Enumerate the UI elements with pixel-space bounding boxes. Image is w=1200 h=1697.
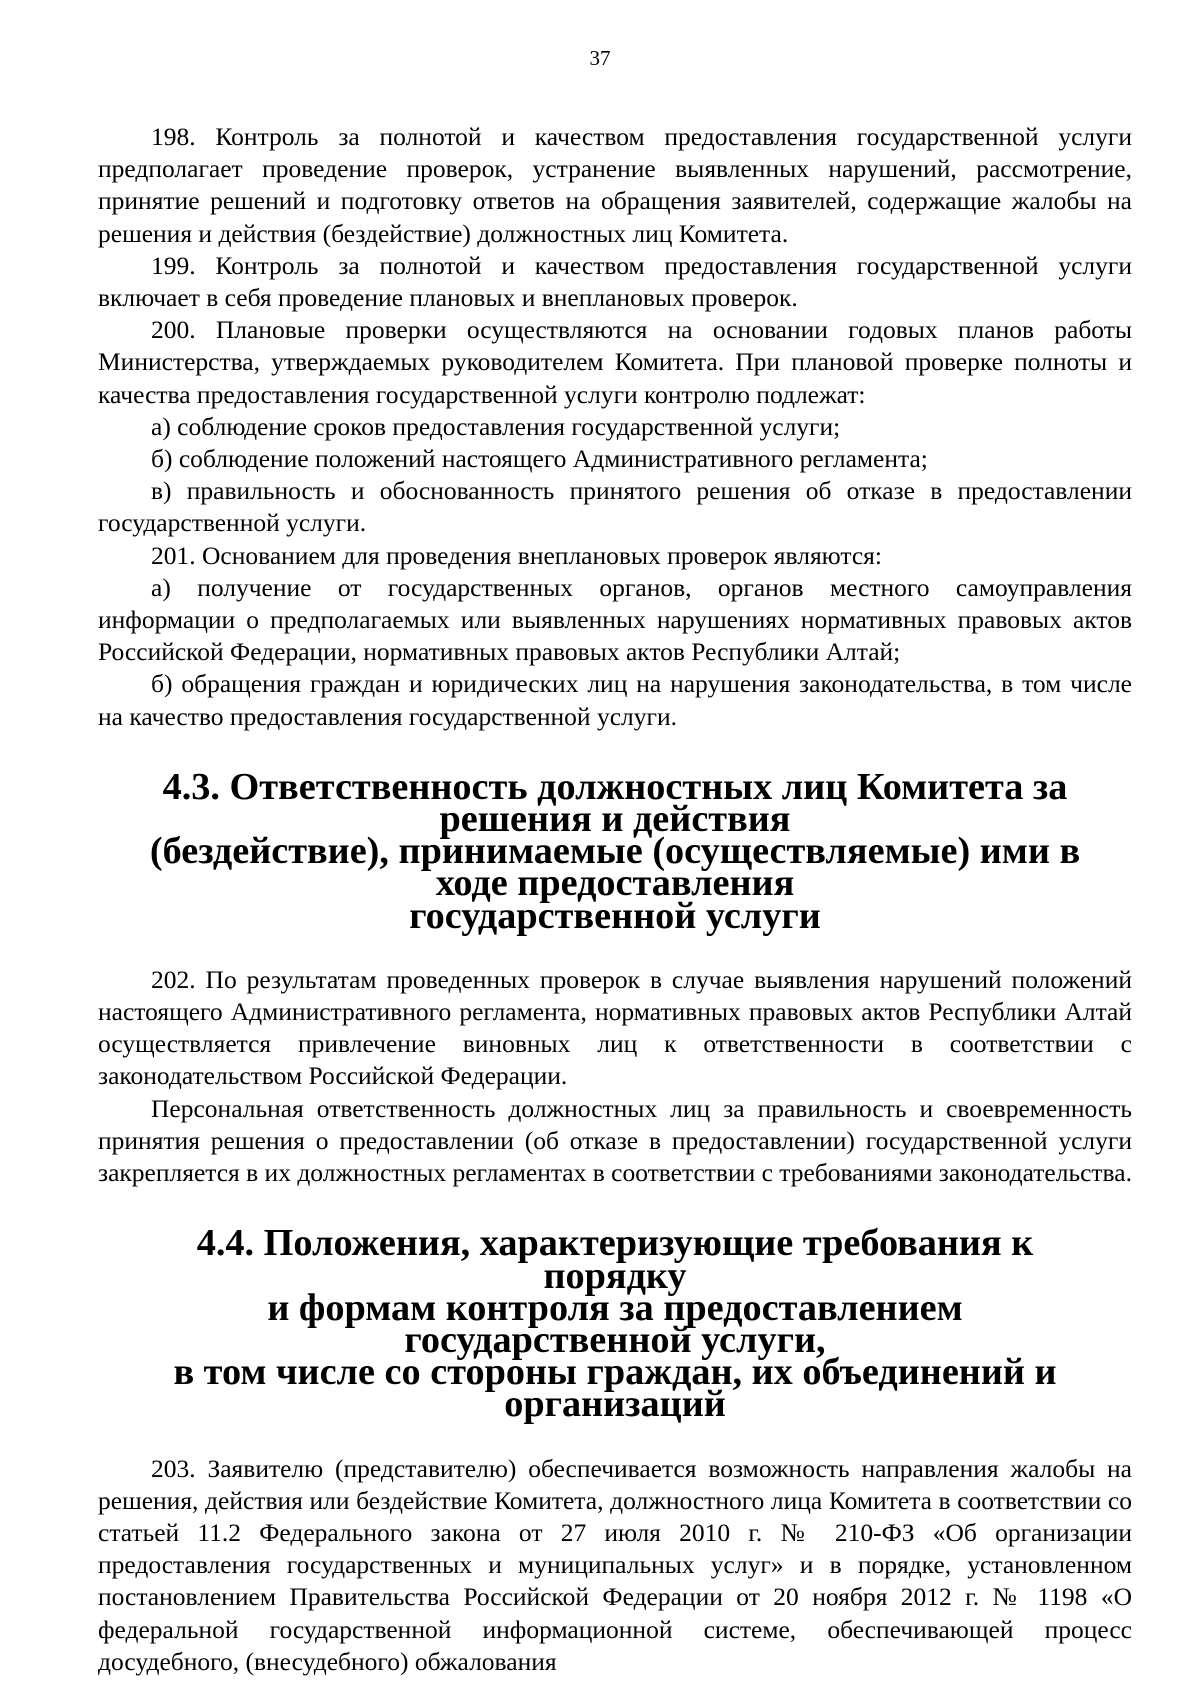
paragraph-201: 201. Основанием для проведения внеплановых проверок являются: — [151, 540, 882, 570]
paragraph-200-v: в) правильность и обоснованность принятого решения об отказе в предоставлении государственной услуги. — [98, 476, 1132, 538]
paragraph-201-a: а) получение от государственных органов, органов местного самоуправления информации о предполагаемых или выявленных нарушениях нормативных правовых актов Российской Федерации, нормативных правовых актов Республики Алтай; — [98, 572, 1132, 667]
paragraph-personal-responsibility: Персональная ответственность должностных лиц за правильность и своевременность принятия решения о предоставлении (об отказе в предоставлении) государственной услуги закрепляется в их должностных регламентах в соответствии с требованиями законодательства. — [98, 1093, 1132, 1188]
section-heading-4-4: 4.4. Положения, характеризующие требования к порядку и формам контроля за предоставлением государственной услуги, в том числе со стороны граждан, их объединений и организаций — [173, 1222, 1057, 1426]
paragraph-200-a: а) соблюдение сроков предоставления государственной услуги; — [151, 411, 841, 441]
page-number: 37 — [589, 46, 611, 70]
paragraph-203: 203. Заявителю (представителю) обеспечивается возможность направления жалобы на решения, действия или бездействие Комитета, должностного лица Комитета в соответствии со статьей 11.2 Федерального закона от 27 июля 2010 г. № 210-ФЗ «Об организации предоставления государственных и муниципальных услуг» и в порядке, установленном постановлением Правительства Российской Федерации от 20 ноября 2012 г. № 1198 «О федеральной государственной информационной системе, обеспечивающей процесс досудебного, (внесудебного) обжалования — [98, 1453, 1132, 1676]
document-body — [98, 121, 1132, 1678]
section-heading-4-3: 4.3. Ответственность должностных лиц Комитета за решения и действия (бездействие), принимаемые (осуществляемые) ими в ходе предоставления государственной услуги — [149, 765, 1081, 937]
paragraph-201-b: б) обращения граждан и юридических лиц на нарушения законодательства, в том числе на качество предоставления государственной услуги. — [98, 669, 1132, 731]
paragraph-202: 202. По результатам проведенных проверок в случае выявления нарушений положений настоящего Административного регламента, нормативных правовых актов Республики Алтай осуществляется привлечение виновных лиц к ответственности в соответствии с законодательством Российской Федерации. — [98, 964, 1132, 1091]
paragraph-200: 200. Плановые проверки осуществляются на основании годовых планов работы Министерства, утверждаемых руководителем Комитета. При плановой проверке полноты и качества предоставления государственной услуги контролю подлежат: — [98, 315, 1132, 409]
paragraph-198: 198. Контроль за полнотой и качеством предоставления государственной услуги предполагает проведение проверок, устранение выявленных нарушений, рассмотрение, принятие решений и подготовку ответов на обращения заявителей, содержащие жалобы на решения и действия (бездействие) должностных лиц Комитета. — [98, 122, 1132, 248]
paragraph-200-b: б) соблюдение положений настоящего Административного регламента; — [151, 444, 928, 474]
paragraph-199: 199. Контроль за полнотой и качеством предоставления государственной услуги включает в себя проведение плановых и внеплановых проверок. — [98, 250, 1132, 313]
